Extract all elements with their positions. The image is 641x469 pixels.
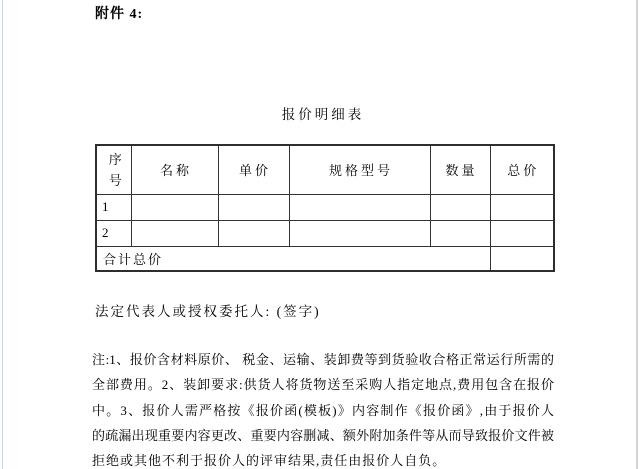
notes-paragraph: [92, 347, 554, 469]
header-cell-qty: 数量: [430, 145, 490, 194]
row-number-cell: 2: [96, 220, 131, 246]
unit-price-cell: [218, 220, 289, 246]
spec-cell: [289, 220, 430, 246]
header-cell-total: 总价: [490, 145, 554, 194]
qty-cell: [430, 194, 490, 220]
row-number-cell: 1: [96, 194, 131, 220]
note-line: 的疏漏出现重要内容更改、重要内容删减、额外附加条件等从而导致报价文件被: [92, 427, 554, 443]
header-cell-spec: 规格型号: [289, 145, 430, 194]
signature-line: 法定代表人或授权委托人: (签字): [95, 304, 321, 319]
table-row: [96, 220, 554, 246]
header-cell-name: 名称: [131, 145, 218, 194]
page-right-edge: [636, 0, 638, 469]
name-cell: [131, 194, 218, 220]
note-line: 拒绝或其他不利于报价人的评审结果,责任由报价人自负。: [92, 453, 447, 469]
note-line: 注:1、报价含材料原价、 税金、运输、装卸费等到货验收合格正常运行所需的: [92, 352, 554, 367]
document-title: 报价明细表: [281, 107, 365, 122]
unit-price-cell: [218, 194, 289, 220]
name-cell: [131, 220, 218, 246]
note-line: 中。3、报价人需严格按《报价函(模板)》内容制作《报价函》,由于报价人: [92, 402, 554, 418]
attachment-label: 附件 4:: [95, 7, 144, 22]
total-cell: [490, 220, 554, 246]
header-cell-seq-label: 序号: [108, 151, 122, 188]
quotation-table: [95, 144, 555, 272]
table-footer-row: [96, 246, 554, 271]
table-row: [96, 194, 554, 220]
page-left-edge: [2, 0, 3, 469]
header-cell-unit-price: 单价: [218, 145, 289, 194]
total-cell: [490, 194, 554, 220]
grand-total-value-cell: [490, 246, 554, 271]
grand-total-label-cell: 合计总价: [96, 246, 490, 271]
spec-cell: [289, 194, 430, 220]
header-cell-seq: [96, 145, 131, 194]
table-header-row: [96, 145, 554, 194]
qty-cell: [430, 220, 490, 246]
note-line: 全部费用。2、装卸要求:供货人将货物送至采购人指定地点,费用包含在报价: [92, 377, 554, 393]
